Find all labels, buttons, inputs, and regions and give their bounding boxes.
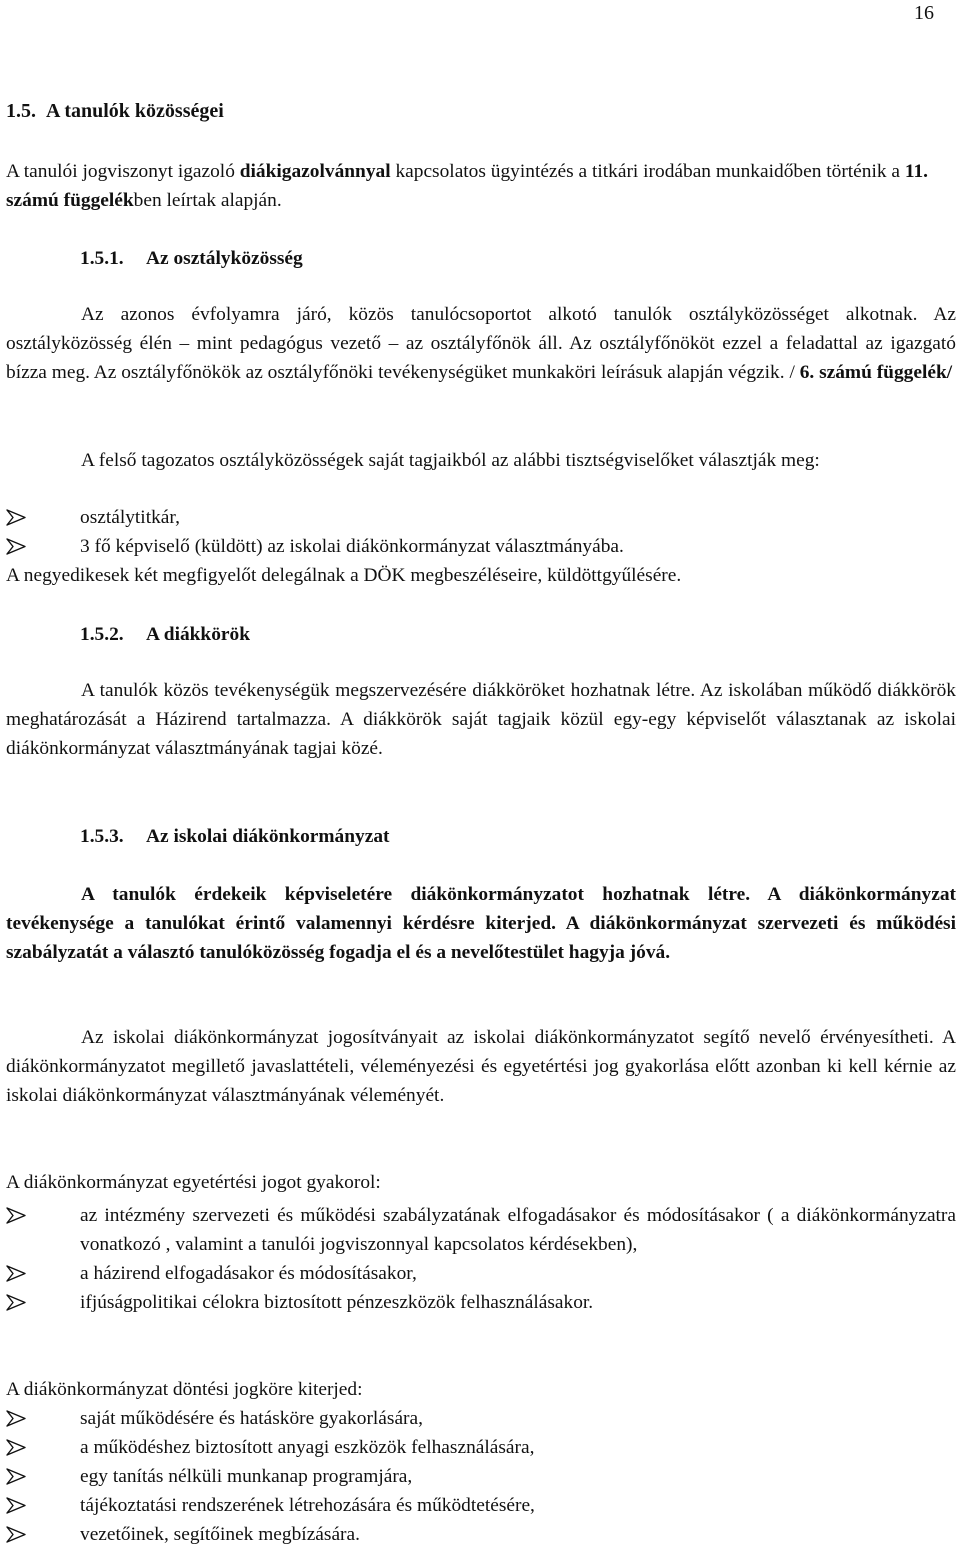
subsection-title: Az osztályközösség [146,248,303,269]
paragraph-text: Az azonos évfolyamra járó, közös tanulócsoportot alkotó tanulók osztályközösséget alkotnak. Az osztályközösség élén – mint pedagógus vezető – az osztályfőnök áll. Az osztályfőnököt ezzel a feladattal az igazgató bízza meg. Az osztályfőnökök az osztályfőnöki tevékenységüket munkaköri leírásuk alapján végzik. / [6,304,956,383]
list-item [6,1259,956,1288]
intro-bold-reference: 11. számú függelék [6,161,929,211]
subsection-title: A diákkörök [146,624,250,645]
section-heading [6,97,956,126]
subsection-number: 1.5.3. [80,826,124,847]
intro-text: A tanulói jogviszonyt igazoló [6,161,240,182]
arrow-bullet-icon [6,1265,26,1282]
arrow-bullet-icon [6,1497,26,1514]
arrow-bullet-icon [6,1468,26,1485]
intro-text: kapcsolatos ügyintézés a titkári irodában munkaidőben történik a [390,161,905,182]
intro-text: ben leírtak alapján. [133,190,282,211]
list-item [6,1491,956,1520]
decision-rights-intro: A diákönkormányzat döntési jogköre kiterjed: [6,1379,363,1400]
paragraph-text: / [946,362,953,383]
list-item-text: osztálytitkár, [80,507,180,528]
list-item [6,1404,956,1433]
subsection-heading [80,244,960,273]
list-item-text: egy tanítás nélküli munkanap programjára, [80,1466,413,1487]
officers-list [6,503,956,561]
officers-paragraph: A felső tagozatos osztályközösségek saját tagjaikból az alábbi tisztségviselőket választják meg: [81,450,820,471]
page-number: 16 [914,2,934,24]
arrow-bullet-icon [6,1526,26,1543]
subsection-title: Az iskolai diákönkormányzat [146,826,390,847]
arrow-bullet-icon [6,1410,26,1427]
list-item-text: saját működésére és hatásköre gyakorlására, [80,1408,423,1429]
list-item [6,503,956,532]
list-item [6,1433,956,1462]
appendix-reference: 6. számú függelék [799,362,947,383]
supporting-teacher-paragraph: Az iskolai diákönkormányzat jogosítványait az iskolai diákönkormányzatot segítő nevelő érvényesítheti. A diákönkormányzatot megillető javaslattételi, véleményezési és egyetértési jog gyakorlása előtt azonban ki kell kérnie az iskolai diákönkormányzat választmányának véleményét. [6,1027,956,1106]
subsection-number: 1.5.1. [80,248,124,269]
arrow-bullet-icon [6,538,26,555]
section-number: 1.5. [6,100,36,122]
list-item [6,1462,956,1491]
subsection-number: 1.5.2. [80,624,124,645]
intro-bold-term: diákigazolvánnyal [239,161,391,182]
list-item-text: az intézmény szervezeti és működési szabályzatának elfogadásakor és módosításakor ( a diákönkormányzatra vonatkozó , valamint a tanulói jogviszonnyal kapcsolatos kérdésekben), [80,1205,956,1255]
arrow-bullet-icon [6,1207,26,1224]
list-item-text: tájékoztatási rendszerének létrehozására és működtetésére, [80,1495,535,1516]
list-item-text: 3 fő képviselő (küldött) az iskolai diákönkormányzat választmányába. [80,536,624,557]
list-item-text: a működéshez biztosított anyagi eszközök felhasználására, [80,1437,535,1458]
list-item-text: a házirend elfogadásakor és módosításakor, [80,1263,417,1284]
observers-paragraph: A negyedikesek két megfigyelőt delegálnak a DÖK megbeszéléseire, küldöttgyűlésére. [6,565,682,586]
class-community-paragraph [6,300,956,387]
list-item-text: ifjúságpolitikai célokra biztosított pénzeszközök felhasználásakor. [80,1292,594,1313]
student-council-bold-paragraph: A tanulók érdekeik képviseletére diákönkormányzatot hozhatnak létre. A diákönkormányzat tevékenysége a tanulókat érintő valamennyi kérdésre kiterjed. A diákönkormányzat szervezeti és működési szabályzatát a választó tanulóközösség fogadja el és a nevelőtestület hagyja jóvá. [6,884,956,963]
list-item [6,532,956,561]
decision-rights-list [6,1404,956,1549]
subsection-heading [80,620,960,649]
list-item [6,1288,956,1317]
subsection-heading [80,822,960,851]
consent-rights-intro: A diákönkormányzat egyetértési jogot gyakorol: [6,1172,381,1193]
arrow-bullet-icon [6,1439,26,1456]
intro-paragraph [6,157,956,215]
list-item [6,1520,956,1549]
list-item-text: vezetőinek, segítőinek megbízására. [80,1524,360,1545]
list-item [6,1201,956,1259]
arrow-bullet-icon [6,509,26,526]
arrow-bullet-icon [6,1294,26,1311]
section-title: A tanulók közösségei [46,100,224,122]
consent-rights-list [6,1201,956,1317]
student-clubs-paragraph: A tanulók közös tevékenységük megszervezésére diákköröket hozhatnak létre. Az iskolában működő diákkörök meghatározását a Házirend tartalmazza. A diákkörök saját tagjaik közül egy-egy képviselőt választanak az iskolai diákönkormányzat választmányának tagjai közé. [6,680,956,759]
